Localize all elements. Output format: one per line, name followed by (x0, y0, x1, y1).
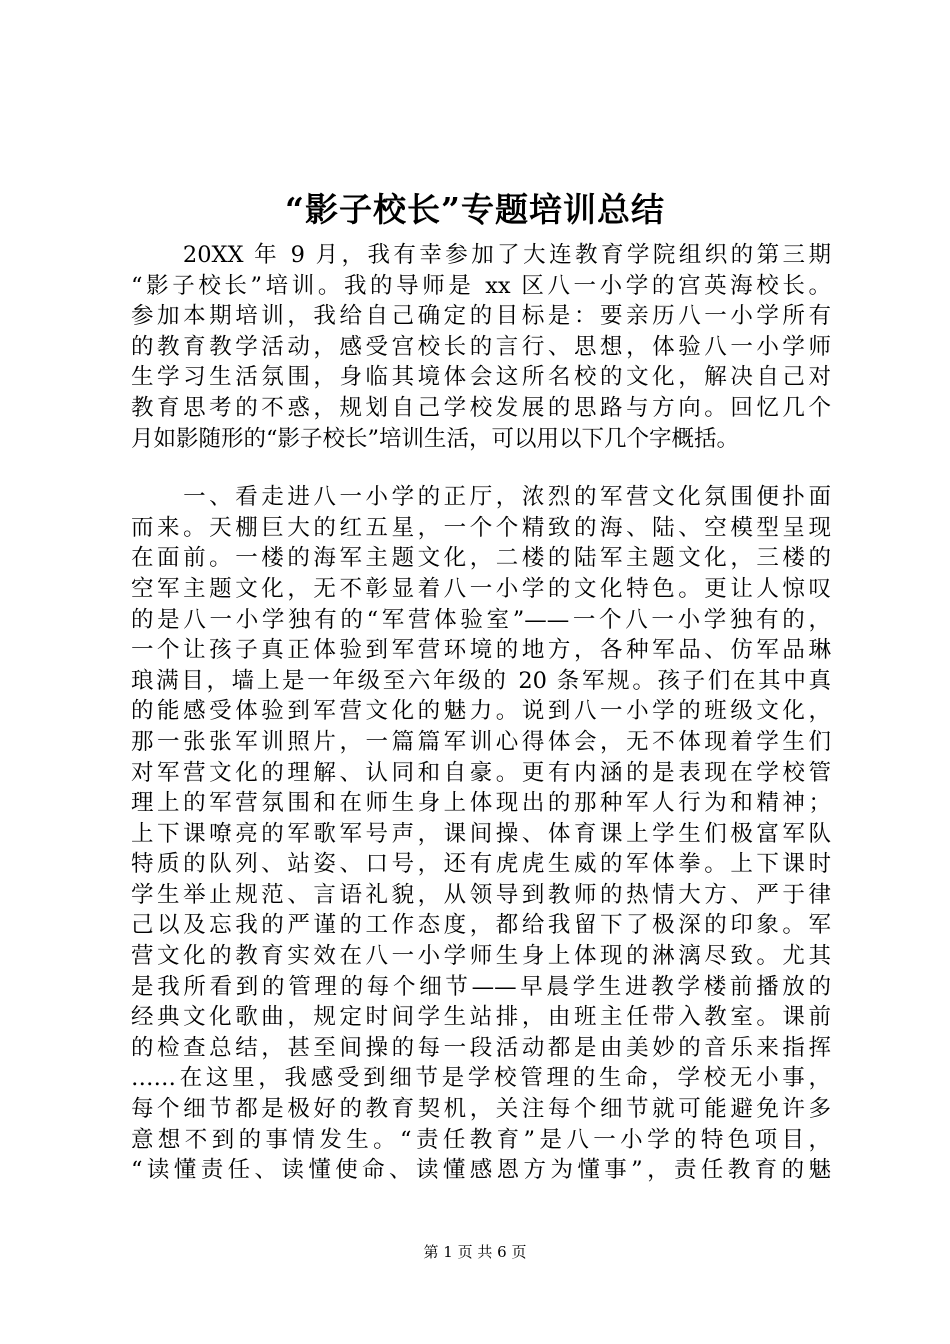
text-line: 的教育教学活动，感受宫校长的言行、思想，体验八一小学师 (131, 333, 831, 360)
text-line: 月如影随形的“影子校长”培训生活，可以用以下几个字概括。 (131, 425, 740, 452)
text-line: 意想不到的事情发生。“责任教育”是八一小学的特色项目， (131, 1126, 831, 1153)
text-line: 的能感受体验到军营文化的魅力。说到八一小学的班级文化， (131, 698, 831, 725)
document-body (131, 240, 831, 1186)
text-line: 教育思考的不惑，规划自己学校发展的思路与方向。回忆几个 (131, 394, 831, 421)
text-line: 在面前。一楼的海军主题文化，二楼的陆军主题文化，三楼的 (131, 545, 831, 572)
text-line: 对军营文化的理解、认同和自豪。更有内涵的是表现在学校管 (131, 759, 831, 786)
text-line: 一、看走进八一小学的正厅，浓烈的军营文化氛围便扑面 (131, 484, 831, 511)
text-line: 理上的军营氛围和在师生身上体现出的那种军人行为和精神； (131, 790, 831, 817)
text-line: ……在这里，我感受到细节是学校管理的生命，学校无小事， (131, 1065, 831, 1092)
text-line: 而来。天棚巨大的红五星，一个个精致的海、陆、空模型呈现 (131, 514, 831, 541)
text-line: 己以及忘我的严谨的工作态度，都给我留下了极深的印象。军 (131, 912, 831, 939)
paragraph-gap (131, 454, 831, 482)
text-line: “读懂责任、读懂使命、读懂感恩方为懂事”，责任教育的魅 (131, 1157, 831, 1184)
text-line: “影子校长”培训。我的导师是 xx 区八一小学的宫英海校长。 (131, 272, 831, 299)
paragraph (131, 482, 831, 1186)
text-line: 生学习生活氛围，身临其境体会这所名校的文化，解决自己对 (131, 364, 831, 391)
text-line: 学生举止规范、言语礼貌，从领导到教师的热情大方、严于律 (131, 881, 831, 908)
text-line: 一个让孩子真正体验到军营环境的地方，各种军品、仿军品琳 (131, 637, 831, 664)
text-line: 那一张张军训照片，一篇篇军训心得体会，无不体现着学生们 (131, 728, 831, 755)
text-line: 琅满目，墙上是一年级至六年级的 20 条军规。孩子们在其中真 (131, 667, 831, 694)
text-line: 每个细节都是极好的教育契机，关注每个细节就可能避免许多 (131, 1096, 831, 1123)
text-line: 的是八一小学独有的“军营体验室”——一个八一小学独有的， (131, 606, 831, 633)
text-line: 20XX 年 9 月，我有幸参加了大连教育学院组织的第三期 (131, 242, 831, 268)
text-line: 参加本期培训，我给自己确定的目标是：要亲历八一小学所有 (131, 303, 831, 330)
paragraph (131, 240, 831, 454)
text-line: 经典文化歌曲，规定时间学生站排，由班主任带入教室。课前 (131, 1004, 831, 1031)
document-title: “影子校长”专题培训总结 (285, 190, 665, 229)
page-number-footer: 第 1 页 共 6 页 (423, 1243, 527, 1261)
text-line: 特质的队列、站姿、口号，还有虎虎生威的军体拳。上下课时 (131, 851, 831, 878)
text-line: 上下课嘹亮的军歌军号声，课间操、体育课上学生们极富军队 (131, 820, 831, 847)
text-line: 的检查总结，甚至间操的每一段活动都是由美妙的音乐来指挥 (131, 1034, 831, 1061)
text-line: 空军主题文化，无不彰显着八一小学的文化特色。更让人惊叹 (131, 575, 831, 602)
text-line: 是我所看到的管理的每个细节——早晨学生进教学楼前播放的 (131, 973, 831, 1000)
text-line: 营文化的教育实效在八一小学师生身上体现的淋漓尽致。尤其 (131, 943, 831, 970)
